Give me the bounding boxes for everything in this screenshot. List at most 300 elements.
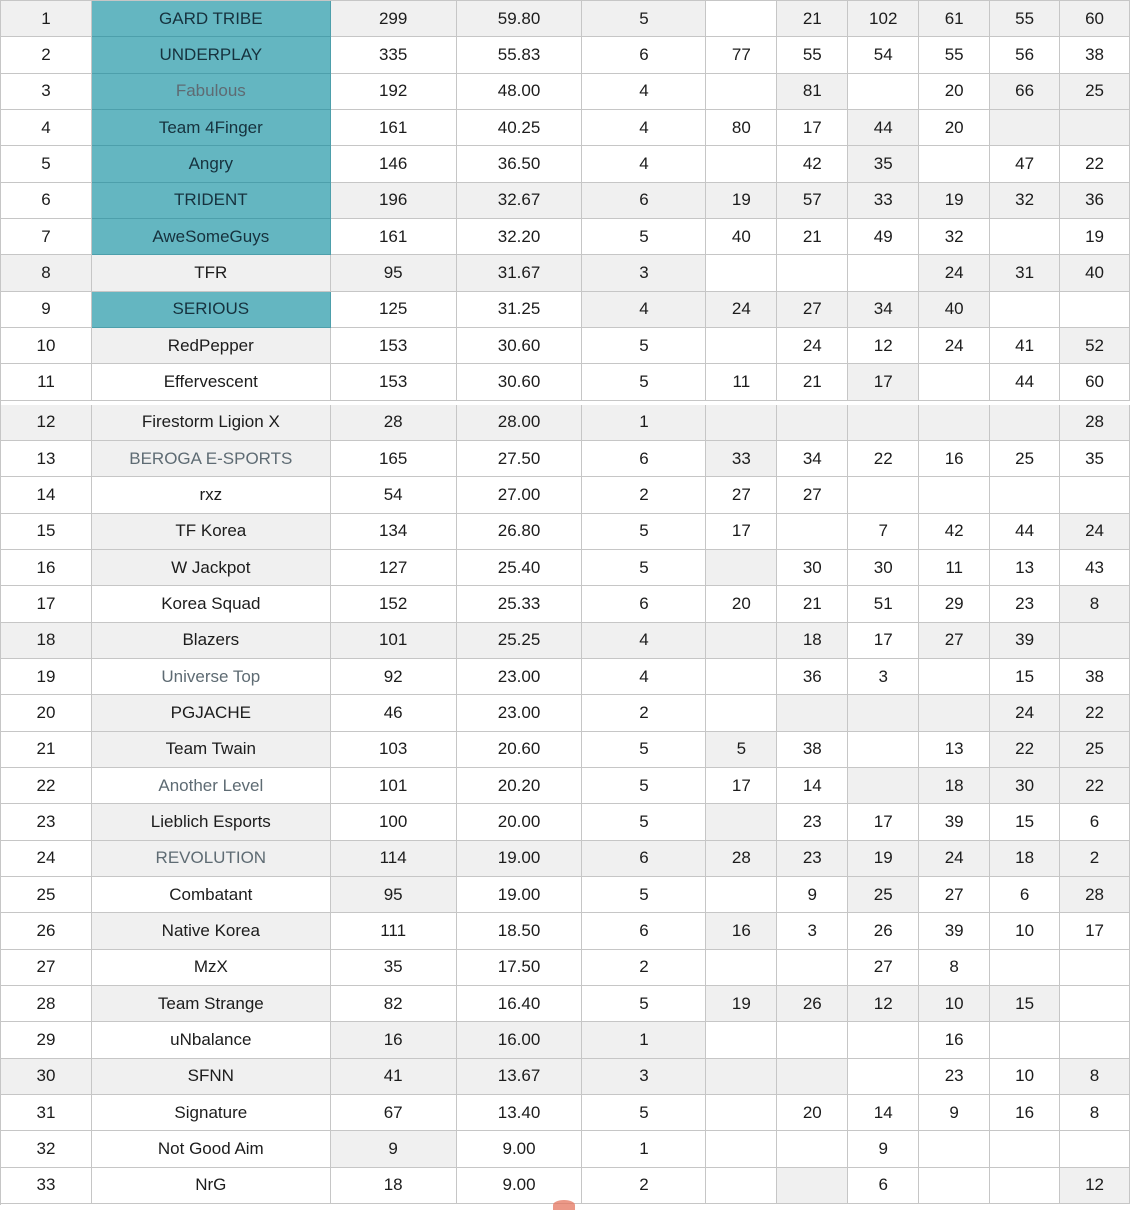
rank-cell[interactable]: 16	[1, 550, 92, 586]
total-cell[interactable]: 82	[331, 986, 457, 1022]
rank-cell[interactable]: 29	[1, 1022, 92, 1058]
game-score-cell[interactable]	[990, 1168, 1060, 1204]
rank-cell[interactable]: 10	[1, 328, 92, 364]
rank-cell[interactable]: 26	[1, 913, 92, 949]
rank-cell[interactable]: 21	[1, 732, 92, 768]
game-score-cell[interactable]: 15	[990, 804, 1060, 840]
game-score-cell[interactable]	[919, 146, 990, 182]
average-cell[interactable]: 23.00	[457, 659, 583, 695]
game-score-cell[interactable]: 28	[1060, 877, 1130, 913]
game-score-cell[interactable]: 22	[990, 732, 1060, 768]
team-cell[interactable]: Firestorm Ligion X	[92, 405, 331, 441]
game-score-cell[interactable]	[848, 695, 919, 731]
team-cell[interactable]: Not Good Aim	[92, 1131, 331, 1167]
game-score-cell[interactable]: 22	[1060, 146, 1130, 182]
games-cell[interactable]: 3	[582, 255, 706, 291]
game-score-cell[interactable]: 2	[1060, 841, 1130, 877]
game-score-cell[interactable]	[1060, 986, 1130, 1022]
game-score-cell[interactable]: 33	[848, 183, 919, 219]
game-score-cell[interactable]: 24	[919, 841, 990, 877]
game-score-cell[interactable]: 35	[848, 146, 919, 182]
games-cell[interactable]: 5	[582, 328, 706, 364]
team-cell[interactable]: BEROGA E-SPORTS	[92, 441, 331, 477]
game-score-cell[interactable]: 21	[777, 219, 848, 255]
average-cell[interactable]: 20.20	[457, 768, 583, 804]
game-score-cell[interactable]: 33	[706, 441, 777, 477]
game-score-cell[interactable]: 19	[919, 183, 990, 219]
game-score-cell[interactable]: 17	[1060, 913, 1130, 949]
total-cell[interactable]: 92	[331, 659, 457, 695]
game-score-cell[interactable]	[777, 255, 848, 291]
game-score-cell[interactable]: 21	[777, 586, 848, 622]
games-cell[interactable]: 6	[582, 441, 706, 477]
game-score-cell[interactable]: 27	[777, 477, 848, 513]
game-score-cell[interactable]: 81	[777, 74, 848, 110]
games-cell[interactable]: 5	[582, 364, 706, 400]
games-cell[interactable]: 5	[582, 768, 706, 804]
total-cell[interactable]: 103	[331, 732, 457, 768]
average-cell[interactable]: 28.00	[457, 405, 583, 441]
game-score-cell[interactable]: 40	[706, 219, 777, 255]
game-score-cell[interactable]	[1060, 1022, 1130, 1058]
team-cell[interactable]: NrG	[92, 1168, 331, 1204]
rank-cell[interactable]: 27	[1, 950, 92, 986]
game-score-cell[interactable]: 24	[919, 255, 990, 291]
total-cell[interactable]: 95	[331, 255, 457, 291]
average-cell[interactable]: 16.00	[457, 1022, 583, 1058]
rank-cell[interactable]: 31	[1, 1095, 92, 1131]
game-score-cell[interactable]: 42	[919, 514, 990, 550]
games-cell[interactable]: 1	[582, 1131, 706, 1167]
games-cell[interactable]: 6	[582, 37, 706, 73]
games-cell[interactable]: 3	[582, 1059, 706, 1095]
game-score-cell[interactable]: 36	[777, 659, 848, 695]
team-cell[interactable]: Native Korea	[92, 913, 331, 949]
game-score-cell[interactable]: 66	[990, 74, 1060, 110]
team-cell[interactable]: Fabulous	[92, 74, 331, 110]
total-cell[interactable]: 41	[331, 1059, 457, 1095]
game-score-cell[interactable]: 18	[990, 841, 1060, 877]
game-score-cell[interactable]: 19	[706, 183, 777, 219]
game-score-cell[interactable]	[777, 405, 848, 441]
game-score-cell[interactable]	[990, 477, 1060, 513]
total-cell[interactable]: 165	[331, 441, 457, 477]
total-cell[interactable]: 114	[331, 841, 457, 877]
game-score-cell[interactable]	[919, 659, 990, 695]
game-score-cell[interactable]: 26	[777, 986, 848, 1022]
game-score-cell[interactable]	[706, 695, 777, 731]
rank-cell[interactable]: 30	[1, 1059, 92, 1095]
games-cell[interactable]: 2	[582, 1168, 706, 1204]
game-score-cell[interactable]: 27	[706, 477, 777, 513]
game-score-cell[interactable]	[990, 292, 1060, 328]
total-cell[interactable]: 134	[331, 514, 457, 550]
game-score-cell[interactable]	[919, 477, 990, 513]
game-score-cell[interactable]: 49	[848, 219, 919, 255]
game-score-cell[interactable]: 10	[990, 913, 1060, 949]
game-score-cell[interactable]: 11	[919, 550, 990, 586]
games-cell[interactable]: 5	[582, 1095, 706, 1131]
game-score-cell[interactable]	[990, 1131, 1060, 1167]
game-score-cell[interactable]: 17	[706, 768, 777, 804]
game-score-cell[interactable]: 21	[777, 364, 848, 400]
game-score-cell[interactable]	[706, 146, 777, 182]
games-cell[interactable]: 4	[582, 292, 706, 328]
game-score-cell[interactable]: 6	[1060, 804, 1130, 840]
total-cell[interactable]: 101	[331, 623, 457, 659]
game-score-cell[interactable]: 9	[848, 1131, 919, 1167]
team-cell[interactable]: Universe Top	[92, 659, 331, 695]
game-score-cell[interactable]: 60	[1060, 364, 1130, 400]
game-score-cell[interactable]	[777, 695, 848, 731]
game-score-cell[interactable]: 9	[919, 1095, 990, 1131]
games-cell[interactable]: 1	[582, 405, 706, 441]
rank-cell[interactable]: 18	[1, 623, 92, 659]
total-cell[interactable]: 153	[331, 364, 457, 400]
rank-cell[interactable]: 25	[1, 877, 92, 913]
games-cell[interactable]: 5	[582, 804, 706, 840]
rank-cell[interactable]: 8	[1, 255, 92, 291]
game-score-cell[interactable]: 42	[777, 146, 848, 182]
total-cell[interactable]: 16	[331, 1022, 457, 1058]
game-score-cell[interactable]	[990, 219, 1060, 255]
games-cell[interactable]: 4	[582, 623, 706, 659]
game-score-cell[interactable]: 12	[848, 986, 919, 1022]
game-score-cell[interactable]: 40	[919, 292, 990, 328]
average-cell[interactable]: 27.00	[457, 477, 583, 513]
game-score-cell[interactable]: 19	[848, 841, 919, 877]
game-score-cell[interactable]	[706, 550, 777, 586]
team-cell[interactable]: RedPepper	[92, 328, 331, 364]
game-score-cell[interactable]: 18	[919, 768, 990, 804]
game-score-cell[interactable]: 57	[777, 183, 848, 219]
game-score-cell[interactable]: 23	[777, 804, 848, 840]
rank-cell[interactable]: 32	[1, 1131, 92, 1167]
game-score-cell[interactable]: 47	[990, 146, 1060, 182]
game-score-cell[interactable]: 3	[777, 913, 848, 949]
rank-cell[interactable]: 23	[1, 804, 92, 840]
total-cell[interactable]: 153	[331, 328, 457, 364]
game-score-cell[interactable]	[777, 1168, 848, 1204]
average-cell[interactable]: 55.83	[457, 37, 583, 73]
average-cell[interactable]: 30.60	[457, 364, 583, 400]
game-score-cell[interactable]	[706, 950, 777, 986]
game-score-cell[interactable]	[777, 514, 848, 550]
games-cell[interactable]: 1	[582, 1022, 706, 1058]
game-score-cell[interactable]: 22	[848, 441, 919, 477]
games-cell[interactable]: 2	[582, 950, 706, 986]
team-cell[interactable]: TRIDENT	[92, 183, 331, 219]
game-score-cell[interactable]	[706, 1, 777, 37]
game-score-cell[interactable]	[706, 1131, 777, 1167]
total-cell[interactable]: 101	[331, 768, 457, 804]
game-score-cell[interactable]: 30	[848, 550, 919, 586]
team-cell[interactable]: Combatant	[92, 877, 331, 913]
game-score-cell[interactable]: 43	[1060, 550, 1130, 586]
game-score-cell[interactable]: 22	[1060, 695, 1130, 731]
total-cell[interactable]: 67	[331, 1095, 457, 1131]
game-score-cell[interactable]: 34	[848, 292, 919, 328]
game-score-cell[interactable]: 5	[706, 732, 777, 768]
total-cell[interactable]: 196	[331, 183, 457, 219]
game-score-cell[interactable]: 38	[1060, 659, 1130, 695]
games-cell[interactable]: 4	[582, 146, 706, 182]
game-score-cell[interactable]	[1060, 623, 1130, 659]
game-score-cell[interactable]	[1060, 1131, 1130, 1167]
rank-cell[interactable]: 2	[1, 37, 92, 73]
rank-cell[interactable]: 24	[1, 841, 92, 877]
game-score-cell[interactable]: 23	[777, 841, 848, 877]
average-cell[interactable]: 36.50	[457, 146, 583, 182]
game-score-cell[interactable]: 44	[848, 110, 919, 146]
average-cell[interactable]: 59.80	[457, 1, 583, 37]
rank-cell[interactable]: 14	[1, 477, 92, 513]
game-score-cell[interactable]	[777, 1022, 848, 1058]
game-score-cell[interactable]	[777, 1131, 848, 1167]
game-score-cell[interactable]: 39	[919, 804, 990, 840]
game-score-cell[interactable]: 16	[919, 441, 990, 477]
game-score-cell[interactable]: 32	[919, 219, 990, 255]
team-cell[interactable]: uNbalance	[92, 1022, 331, 1058]
game-score-cell[interactable]: 17	[706, 514, 777, 550]
rank-cell[interactable]: 22	[1, 768, 92, 804]
rank-cell[interactable]: 15	[1, 514, 92, 550]
game-score-cell[interactable]	[706, 255, 777, 291]
team-cell[interactable]: SERIOUS	[92, 292, 331, 328]
game-score-cell[interactable]	[1060, 477, 1130, 513]
team-cell[interactable]: Another Level	[92, 768, 331, 804]
game-score-cell[interactable]: 13	[990, 550, 1060, 586]
game-score-cell[interactable]: 12	[1060, 1168, 1130, 1204]
total-cell[interactable]: 95	[331, 877, 457, 913]
total-cell[interactable]: 46	[331, 695, 457, 731]
game-score-cell[interactable]	[990, 110, 1060, 146]
game-score-cell[interactable]: 35	[1060, 441, 1130, 477]
game-score-cell[interactable]: 24	[990, 695, 1060, 731]
game-score-cell[interactable]: 102	[848, 1, 919, 37]
total-cell[interactable]: 35	[331, 950, 457, 986]
team-cell[interactable]: Team 4Finger	[92, 110, 331, 146]
games-cell[interactable]: 2	[582, 695, 706, 731]
game-score-cell[interactable]: 22	[1060, 768, 1130, 804]
game-score-cell[interactable]	[1060, 110, 1130, 146]
team-cell[interactable]: GARD TRIBE	[92, 1, 331, 37]
game-score-cell[interactable]: 38	[1060, 37, 1130, 73]
game-score-cell[interactable]	[706, 74, 777, 110]
team-cell[interactable]: Effervescent	[92, 364, 331, 400]
game-score-cell[interactable]: 21	[777, 1, 848, 37]
game-score-cell[interactable]: 16	[990, 1095, 1060, 1131]
total-cell[interactable]: 161	[331, 219, 457, 255]
game-score-cell[interactable]: 27	[919, 623, 990, 659]
game-score-cell[interactable]: 14	[777, 768, 848, 804]
game-score-cell[interactable]: 18	[777, 623, 848, 659]
game-score-cell[interactable]: 17	[848, 364, 919, 400]
game-score-cell[interactable]	[706, 623, 777, 659]
game-score-cell[interactable]	[848, 477, 919, 513]
games-cell[interactable]: 5	[582, 732, 706, 768]
average-cell[interactable]: 31.25	[457, 292, 583, 328]
average-cell[interactable]: 19.00	[457, 841, 583, 877]
game-score-cell[interactable]: 34	[777, 441, 848, 477]
game-score-cell[interactable]: 16	[919, 1022, 990, 1058]
games-cell[interactable]: 5	[582, 1, 706, 37]
team-cell[interactable]: Lieblich Esports	[92, 804, 331, 840]
team-cell[interactable]: SFNN	[92, 1059, 331, 1095]
rank-cell[interactable]: 20	[1, 695, 92, 731]
game-score-cell[interactable]	[919, 405, 990, 441]
rank-cell[interactable]: 17	[1, 586, 92, 622]
game-score-cell[interactable]: 19	[1060, 219, 1130, 255]
average-cell[interactable]: 31.67	[457, 255, 583, 291]
game-score-cell[interactable]	[706, 1022, 777, 1058]
game-score-cell[interactable]	[777, 1059, 848, 1095]
total-cell[interactable]: 299	[331, 1, 457, 37]
average-cell[interactable]: 16.40	[457, 986, 583, 1022]
game-score-cell[interactable]	[848, 732, 919, 768]
average-cell[interactable]: 25.40	[457, 550, 583, 586]
average-cell[interactable]: 20.60	[457, 732, 583, 768]
team-cell[interactable]: REVOLUTION	[92, 841, 331, 877]
rank-cell[interactable]: 9	[1, 292, 92, 328]
games-cell[interactable]: 4	[582, 659, 706, 695]
games-cell[interactable]: 6	[582, 913, 706, 949]
game-score-cell[interactable]: 6	[848, 1168, 919, 1204]
game-score-cell[interactable]: 20	[777, 1095, 848, 1131]
game-score-cell[interactable]	[706, 804, 777, 840]
game-score-cell[interactable]: 36	[1060, 183, 1130, 219]
average-cell[interactable]: 40.25	[457, 110, 583, 146]
rank-cell[interactable]: 19	[1, 659, 92, 695]
game-score-cell[interactable]: 23	[919, 1059, 990, 1095]
total-cell[interactable]: 192	[331, 74, 457, 110]
team-cell[interactable]: PGJACHE	[92, 695, 331, 731]
game-score-cell[interactable]	[990, 950, 1060, 986]
total-cell[interactable]: 28	[331, 405, 457, 441]
average-cell[interactable]: 13.40	[457, 1095, 583, 1131]
game-score-cell[interactable]	[848, 1022, 919, 1058]
team-cell[interactable]: TF Korea	[92, 514, 331, 550]
game-score-cell[interactable]: 6	[990, 877, 1060, 913]
total-cell[interactable]: 146	[331, 146, 457, 182]
game-score-cell[interactable]: 13	[919, 732, 990, 768]
game-score-cell[interactable]	[919, 364, 990, 400]
game-score-cell[interactable]	[706, 1059, 777, 1095]
games-cell[interactable]: 5	[582, 514, 706, 550]
rank-cell[interactable]: 5	[1, 146, 92, 182]
game-score-cell[interactable]	[848, 1059, 919, 1095]
team-cell[interactable]: Angry	[92, 146, 331, 182]
game-score-cell[interactable]: 17	[777, 110, 848, 146]
game-score-cell[interactable]: 24	[777, 328, 848, 364]
game-score-cell[interactable]: 25	[1060, 74, 1130, 110]
games-cell[interactable]: 6	[582, 586, 706, 622]
game-score-cell[interactable]	[848, 74, 919, 110]
game-score-cell[interactable]: 32	[990, 183, 1060, 219]
game-score-cell[interactable]: 27	[919, 877, 990, 913]
average-cell[interactable]: 17.50	[457, 950, 583, 986]
game-score-cell[interactable]: 44	[990, 514, 1060, 550]
game-score-cell[interactable]	[706, 328, 777, 364]
total-cell[interactable]: 152	[331, 586, 457, 622]
games-cell[interactable]: 5	[582, 550, 706, 586]
game-score-cell[interactable]: 61	[919, 1, 990, 37]
game-score-cell[interactable]	[990, 1022, 1060, 1058]
team-cell[interactable]: Korea Squad	[92, 586, 331, 622]
game-score-cell[interactable]: 30	[777, 550, 848, 586]
game-score-cell[interactable]: 27	[848, 950, 919, 986]
game-score-cell[interactable]	[990, 405, 1060, 441]
game-score-cell[interactable]: 20	[919, 74, 990, 110]
average-cell[interactable]: 13.67	[457, 1059, 583, 1095]
game-score-cell[interactable]	[1060, 950, 1130, 986]
game-score-cell[interactable]: 17	[848, 623, 919, 659]
rank-cell[interactable]: 3	[1, 74, 92, 110]
game-score-cell[interactable]: 7	[848, 514, 919, 550]
game-score-cell[interactable]: 54	[848, 37, 919, 73]
game-score-cell[interactable]: 39	[919, 913, 990, 949]
games-cell[interactable]: 4	[582, 110, 706, 146]
games-cell[interactable]: 5	[582, 219, 706, 255]
game-score-cell[interactable]: 25	[848, 877, 919, 913]
games-cell[interactable]: 4	[582, 74, 706, 110]
game-score-cell[interactable]	[848, 255, 919, 291]
game-score-cell[interactable]: 11	[706, 364, 777, 400]
game-score-cell[interactable]: 28	[1060, 405, 1130, 441]
game-score-cell[interactable]: 24	[919, 328, 990, 364]
game-score-cell[interactable]	[919, 1168, 990, 1204]
game-score-cell[interactable]: 20	[706, 586, 777, 622]
game-score-cell[interactable]: 55	[777, 37, 848, 73]
team-cell[interactable]: rxz	[92, 477, 331, 513]
average-cell[interactable]: 23.00	[457, 695, 583, 731]
game-score-cell[interactable]: 30	[990, 768, 1060, 804]
games-cell[interactable]: 5	[582, 877, 706, 913]
game-score-cell[interactable]: 19	[706, 986, 777, 1022]
game-score-cell[interactable]: 15	[990, 659, 1060, 695]
game-score-cell[interactable]: 28	[706, 841, 777, 877]
team-cell[interactable]: Signature	[92, 1095, 331, 1131]
total-cell[interactable]: 54	[331, 477, 457, 513]
game-score-cell[interactable]: 29	[919, 586, 990, 622]
game-score-cell[interactable]: 60	[1060, 1, 1130, 37]
game-score-cell[interactable]: 20	[919, 110, 990, 146]
rank-cell[interactable]: 28	[1, 986, 92, 1022]
game-score-cell[interactable]	[1060, 292, 1130, 328]
game-score-cell[interactable]: 9	[777, 877, 848, 913]
team-cell[interactable]: Team Strange	[92, 986, 331, 1022]
game-score-cell[interactable]: 8	[1060, 1095, 1130, 1131]
game-score-cell[interactable]	[919, 1131, 990, 1167]
total-cell[interactable]: 18	[331, 1168, 457, 1204]
game-score-cell[interactable]: 26	[848, 913, 919, 949]
game-score-cell[interactable]: 25	[990, 441, 1060, 477]
games-cell[interactable]: 6	[582, 183, 706, 219]
average-cell[interactable]: 32.20	[457, 219, 583, 255]
rank-cell[interactable]: 33	[1, 1168, 92, 1204]
game-score-cell[interactable]	[848, 768, 919, 804]
game-score-cell[interactable]: 24	[1060, 514, 1130, 550]
average-cell[interactable]: 18.50	[457, 913, 583, 949]
rank-cell[interactable]: 11	[1, 364, 92, 400]
game-score-cell[interactable]: 55	[919, 37, 990, 73]
total-cell[interactable]: 100	[331, 804, 457, 840]
game-score-cell[interactable]: 77	[706, 37, 777, 73]
total-cell[interactable]: 127	[331, 550, 457, 586]
total-cell[interactable]: 125	[331, 292, 457, 328]
game-score-cell[interactable]: 25	[1060, 732, 1130, 768]
games-cell[interactable]: 6	[582, 841, 706, 877]
